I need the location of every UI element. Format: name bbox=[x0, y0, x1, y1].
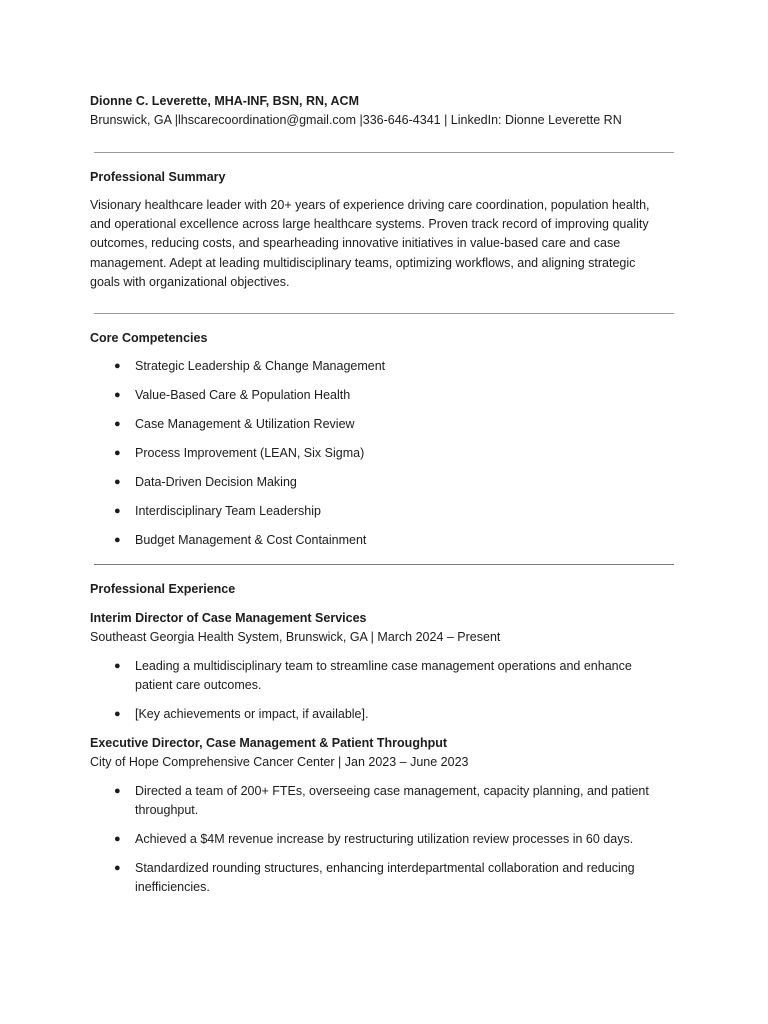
summary-heading: Professional Summary bbox=[90, 170, 226, 184]
bullet-icon: ● bbox=[114, 708, 121, 721]
resume-page bbox=[90, 92, 680, 897]
bullet-icon: ● bbox=[114, 418, 121, 431]
summary-line: outcomes, reducing costs, and spearheading innovative initiatives in value-based care and case bbox=[90, 236, 621, 251]
job-employer-dates: City of Hope Comprehensive Cancer Center | Jan 2023 – June 2023 bbox=[90, 755, 469, 770]
bullet-icon: ● bbox=[114, 534, 121, 547]
bullet-icon: ● bbox=[114, 476, 121, 489]
bullet-icon: ● bbox=[114, 447, 121, 460]
list-item: ● Process Improvement (LEAN, Six Sigma) bbox=[90, 444, 680, 463]
list-item: ● Standardized rounding structures, enhancing interdepartmental collaboration and reducing inefficiencies. bbox=[114, 861, 635, 895]
list-item: ● Budget Management & Cost Containment bbox=[90, 531, 680, 550]
summary-line: management. Adept at leading multidisciplinary teams, optimizing workflows, and aligning strategic bbox=[90, 255, 636, 270]
job-employer-dates: Southeast Georgia Health System, Brunswick, GA | March 2024 – Present bbox=[90, 630, 501, 645]
list-item: ● Case Management & Utilization Review bbox=[90, 415, 680, 434]
bullet-icon: ● bbox=[114, 505, 121, 518]
list-item: ● Leading a multidisciplinary team to streamline case management operations and enhance patient care outcomes. bbox=[114, 659, 632, 693]
list-item: ● Achieved a $4M revenue increase by restructuring utilization review processes in 60 days. bbox=[90, 830, 680, 849]
bullet-icon: ● bbox=[114, 389, 121, 402]
list-item: ● Data-Driven Decision Making bbox=[90, 473, 680, 492]
summary-line: and operational excellence across large healthcare systems. Proven track record of improving quality bbox=[90, 217, 649, 232]
bullet-icon: ● bbox=[114, 833, 121, 846]
job-title: Interim Director of Case Management Services bbox=[90, 611, 367, 626]
job-entry bbox=[90, 609, 680, 724]
contact-line: Brunswick, GA |lhscarecoordination@gmail.com |336-646-4341 | LinkedIn: Dionne Leverette RN bbox=[90, 113, 622, 127]
list-item: ● Value-Based Care & Population Health bbox=[90, 386, 680, 405]
list-item: ● [Key achievements or impact, if available]. bbox=[90, 705, 680, 724]
job-bullets bbox=[90, 782, 680, 897]
bullet-icon: ● bbox=[114, 862, 121, 875]
job-bullets bbox=[90, 657, 680, 724]
competencies-heading: Core Competencies bbox=[90, 331, 208, 346]
competencies-list bbox=[90, 357, 680, 550]
bullet-icon: ● bbox=[114, 360, 121, 373]
list-item: ● Strategic Leadership & Change Management bbox=[90, 357, 680, 376]
bullet-icon: ● bbox=[114, 785, 121, 798]
summary-line: goals with organizational objectives. bbox=[90, 274, 290, 289]
candidate-name: Dionne C. Leverette, MHA-INF, BSN, RN, ACM bbox=[90, 94, 360, 108]
summary-paragraph bbox=[90, 196, 680, 292]
list-item: ● Interdisciplinary Team Leadership bbox=[90, 502, 680, 521]
bullet-icon: ● bbox=[114, 660, 121, 673]
job-entry bbox=[90, 734, 680, 897]
summary-line: Visionary healthcare leader with 20+ years of experience driving care coordination, population health, bbox=[90, 198, 650, 212]
job-title: Executive Director, Case Management & Patient Throughput bbox=[90, 736, 448, 751]
list-item: ● Directed a team of 200+ FTEs, overseeing case management, capacity planning, and patient throughput. bbox=[114, 784, 649, 818]
experience-heading: Professional Experience bbox=[90, 582, 236, 597]
